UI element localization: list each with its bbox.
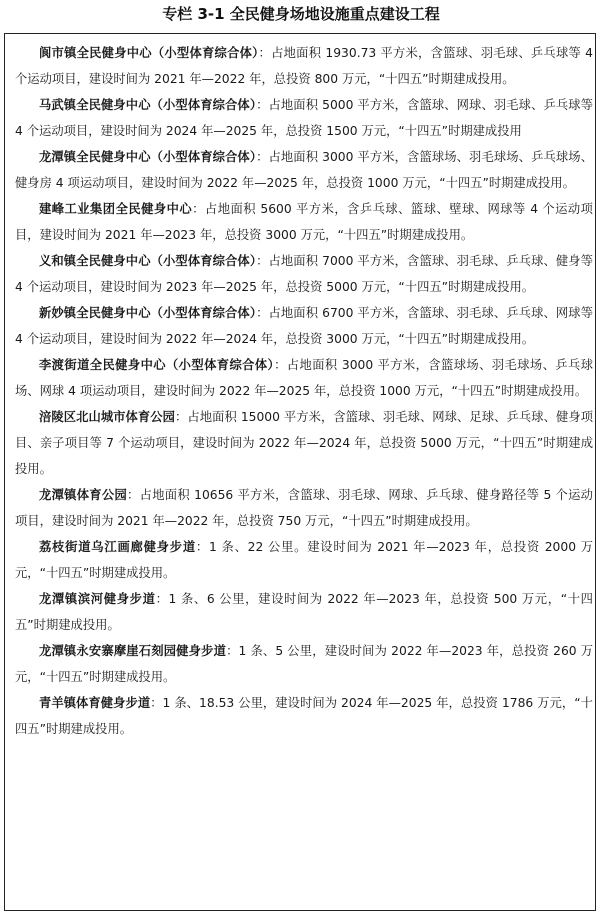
project-entry	[15, 638, 593, 690]
project-name: 荔枝街道乌江画廊健身步道	[38, 540, 196, 554]
project-description: ：占地面积 3000 平方米，含篮球场、羽毛球场、乒乓球场、网球 4 项运动项目，建设时间为 2022 年—2025 年，总投资 1000 万元，“十四五”时期建成投用。	[15, 358, 593, 398]
project-description: ：占地面积 10656 平方米，含篮球、羽毛球、网球、乒乓球、健身路径等 5 个运动项目，建设时间为 2021 年—2022 年，总投资 750 万元，“十四五”时期建成投用。	[15, 488, 593, 528]
project-name: 龙潭镇全民健身中心（小型体育综合体）	[38, 150, 257, 164]
project-list	[15, 40, 593, 742]
project-entry	[15, 404, 593, 482]
project-description: ：占地面积 1930.73 平方米，含篮球、羽毛球、乒乓球等 4 个运动项目，建设时间为 2021 年—2022 年，总投资 800 万元，“十四五”时期建成投用。	[15, 46, 593, 86]
project-name: 阆市镇全民健身中心（小型体育综合体）	[38, 46, 259, 60]
project-entry	[15, 690, 593, 742]
project-description: ：占地面积 15000 平方米，含篮球、羽毛球、网球、足球、乒乓球、健身项目、亲子项目等 7 个运动项目，建设时间为 2022 年—2024 年，总投资 5000 万元，“十四五”时期建成投用。	[15, 410, 593, 476]
project-name: 李渡街道全民健身中心（小型体育综合体）	[38, 358, 275, 372]
project-name: 义和镇全民健身中心（小型体育综合体）	[38, 254, 257, 268]
project-name: 新妙镇全民健身中心（小型体育综合体）	[38, 306, 257, 320]
project-entry	[15, 92, 593, 144]
project-entry	[15, 352, 593, 404]
project-entry	[15, 300, 593, 352]
project-description: ：占地面积 6700 平方米，含篮球、羽毛球、乒乓球、网球等 4 个运动项目，建设时间为 2022 年—2024 年，总投资 3000 万元，“十四五”时期建成投用。	[15, 306, 593, 346]
project-name: 龙潭镇滨河健身步道	[38, 592, 156, 606]
project-list-box	[4, 33, 596, 911]
project-description: ：1 条、22 公里。建设时间为 2021 年—2023 年，总投资 2000 万元，“十四五”时期建成投用。	[15, 540, 593, 580]
project-entry	[15, 40, 593, 92]
project-description: ：占地面积 5000 平方米，含篮球、网球、羽毛球、乒乓球等 4 个运动项目，建设时间为 2024 年—2025 年，总投资 1500 万元，“十四五”时期建成投用	[15, 98, 593, 138]
project-entry	[15, 586, 593, 638]
project-description: ：1 条、18.53 公里，建设时间为 2024 年—2025 年，总投资 1786 万元，“十四五”时期建成投用。	[15, 696, 593, 736]
project-name: 马武镇全民健身中心（小型体育综合体）	[38, 98, 257, 112]
project-entry	[15, 144, 593, 196]
project-name: 涪陵区北山城市体育公园	[38, 410, 176, 424]
project-name: 龙潭镇永安寨摩崖石刻园健身步道	[38, 644, 227, 658]
project-name: 建峰工业集团全民健身中心	[38, 202, 193, 216]
project-name: 青羊镇体育健身步道	[38, 696, 151, 710]
project-description: ：占地面积 3000 平方米，含篮球场、羽毛球场、乒乓球场、健身房 4 项运动项目，建设时间为 2022 年—2025 年，总投资 1000 万元，“十四五”时期建成投用。	[15, 150, 593, 190]
project-name: 龙潭镇体育公园	[38, 488, 128, 502]
project-entry	[15, 482, 593, 534]
project-entry	[15, 248, 593, 300]
project-description: ：1 条、5 公里，建设时间为 2022 年—2023 年，总投资 260 万元，“十四五”时期建成投用。	[15, 644, 593, 684]
project-description: ：占地面积 7000 平方米，含篮球、羽毛球、乒乓球、健身等 4 个运动项目，建设时间为 2023 年—2025 年，总投资 5000 万元，“十四五”时期建成投用。	[15, 254, 593, 294]
project-description: ：1 条、6 公里，建设时间为 2022 年—2023 年，总投资 500 万元，“十四五”时期建成投用。	[15, 592, 593, 632]
page-title: 专栏 3-1 全民健身场地设施重点建设工程	[162, 5, 440, 23]
project-entry	[15, 534, 593, 586]
project-entry	[15, 196, 593, 248]
project-description: ：占地面积 5600 平方米，含乒乓球、篮球、壁球、网球等 4 个运动项目，建设时间为 2021 年—2023 年，总投资 3000 万元，“十四五”时期建成投用。	[15, 202, 593, 242]
